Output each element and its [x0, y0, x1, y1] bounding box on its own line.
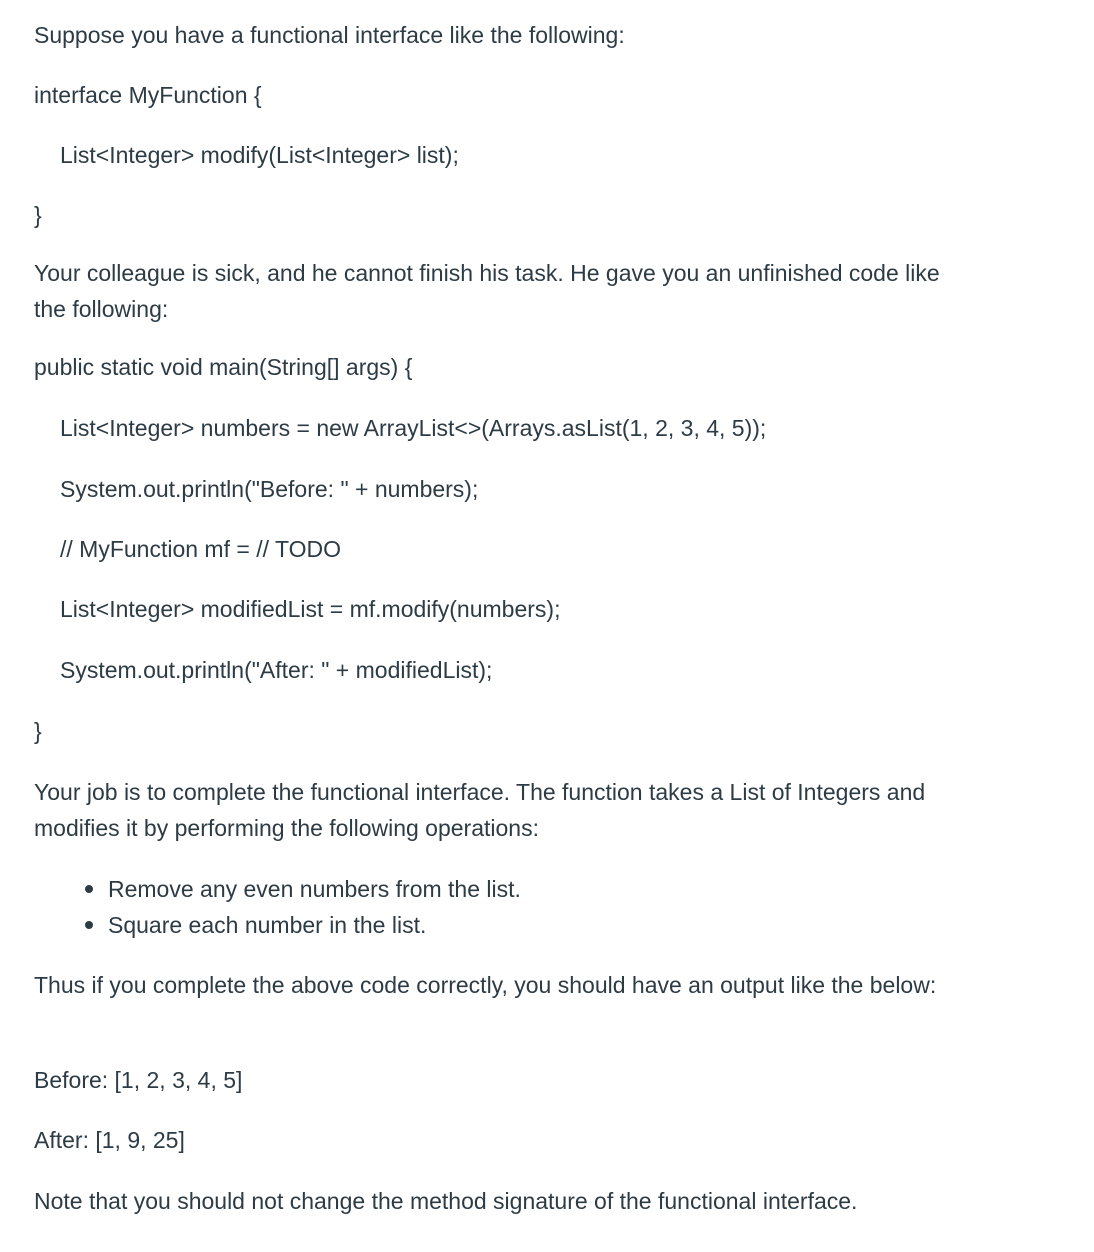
operation-text: Remove any even numbers from the list.: [108, 876, 521, 902]
main-code-line: System.out.println("After: " + modifiedList);: [60, 657, 493, 683]
operation-text: Square each number in the list.: [108, 912, 427, 938]
job-text: Your job is to complete the functional interface. The function takes a List of Integers and modifies it by performing the following operations:: [34, 779, 926, 841]
colleague-text: Your colleague is sick, and he cannot finish his task. He gave you an unfinished code like the following:: [34, 260, 940, 322]
expected-output-before: Before: [1, 2, 3, 4, 5]: [34, 1067, 243, 1093]
list-item: [80, 871, 521, 907]
list-item: [80, 907, 521, 943]
interface-code-close: }: [34, 202, 42, 228]
interface-code-method: List<Integer> modify(List<Integer> list);: [60, 142, 459, 168]
main-code-line: List<Integer> numbers = new ArrayList<>(Arrays.asList(1, 2, 3, 4, 5));: [60, 415, 767, 441]
expected-output-after: After: [1, 9, 25]: [34, 1127, 185, 1153]
main-code-line: System.out.println("Before: " + numbers);: [60, 476, 479, 502]
intro-text: Suppose you have a functional interface like the following:: [34, 22, 625, 48]
main-code-close: }: [34, 718, 42, 744]
note-text: Note that you should not change the method signature of the functional interface.: [34, 1188, 858, 1214]
operations-list: [80, 871, 521, 943]
main-code-line: // MyFunction mf = // TODO: [60, 536, 341, 562]
main-code-line: List<Integer> modifiedList = mf.modify(numbers);: [60, 596, 561, 622]
output-intro-text: Thus if you complete the above code correctly, you should have an output like the below:: [34, 972, 937, 998]
interface-code-open: interface MyFunction {: [34, 82, 262, 108]
bullet-icon: [85, 921, 93, 929]
bullet-icon: [85, 885, 93, 893]
main-code-open: public static void main(String[] args) {: [34, 354, 413, 380]
